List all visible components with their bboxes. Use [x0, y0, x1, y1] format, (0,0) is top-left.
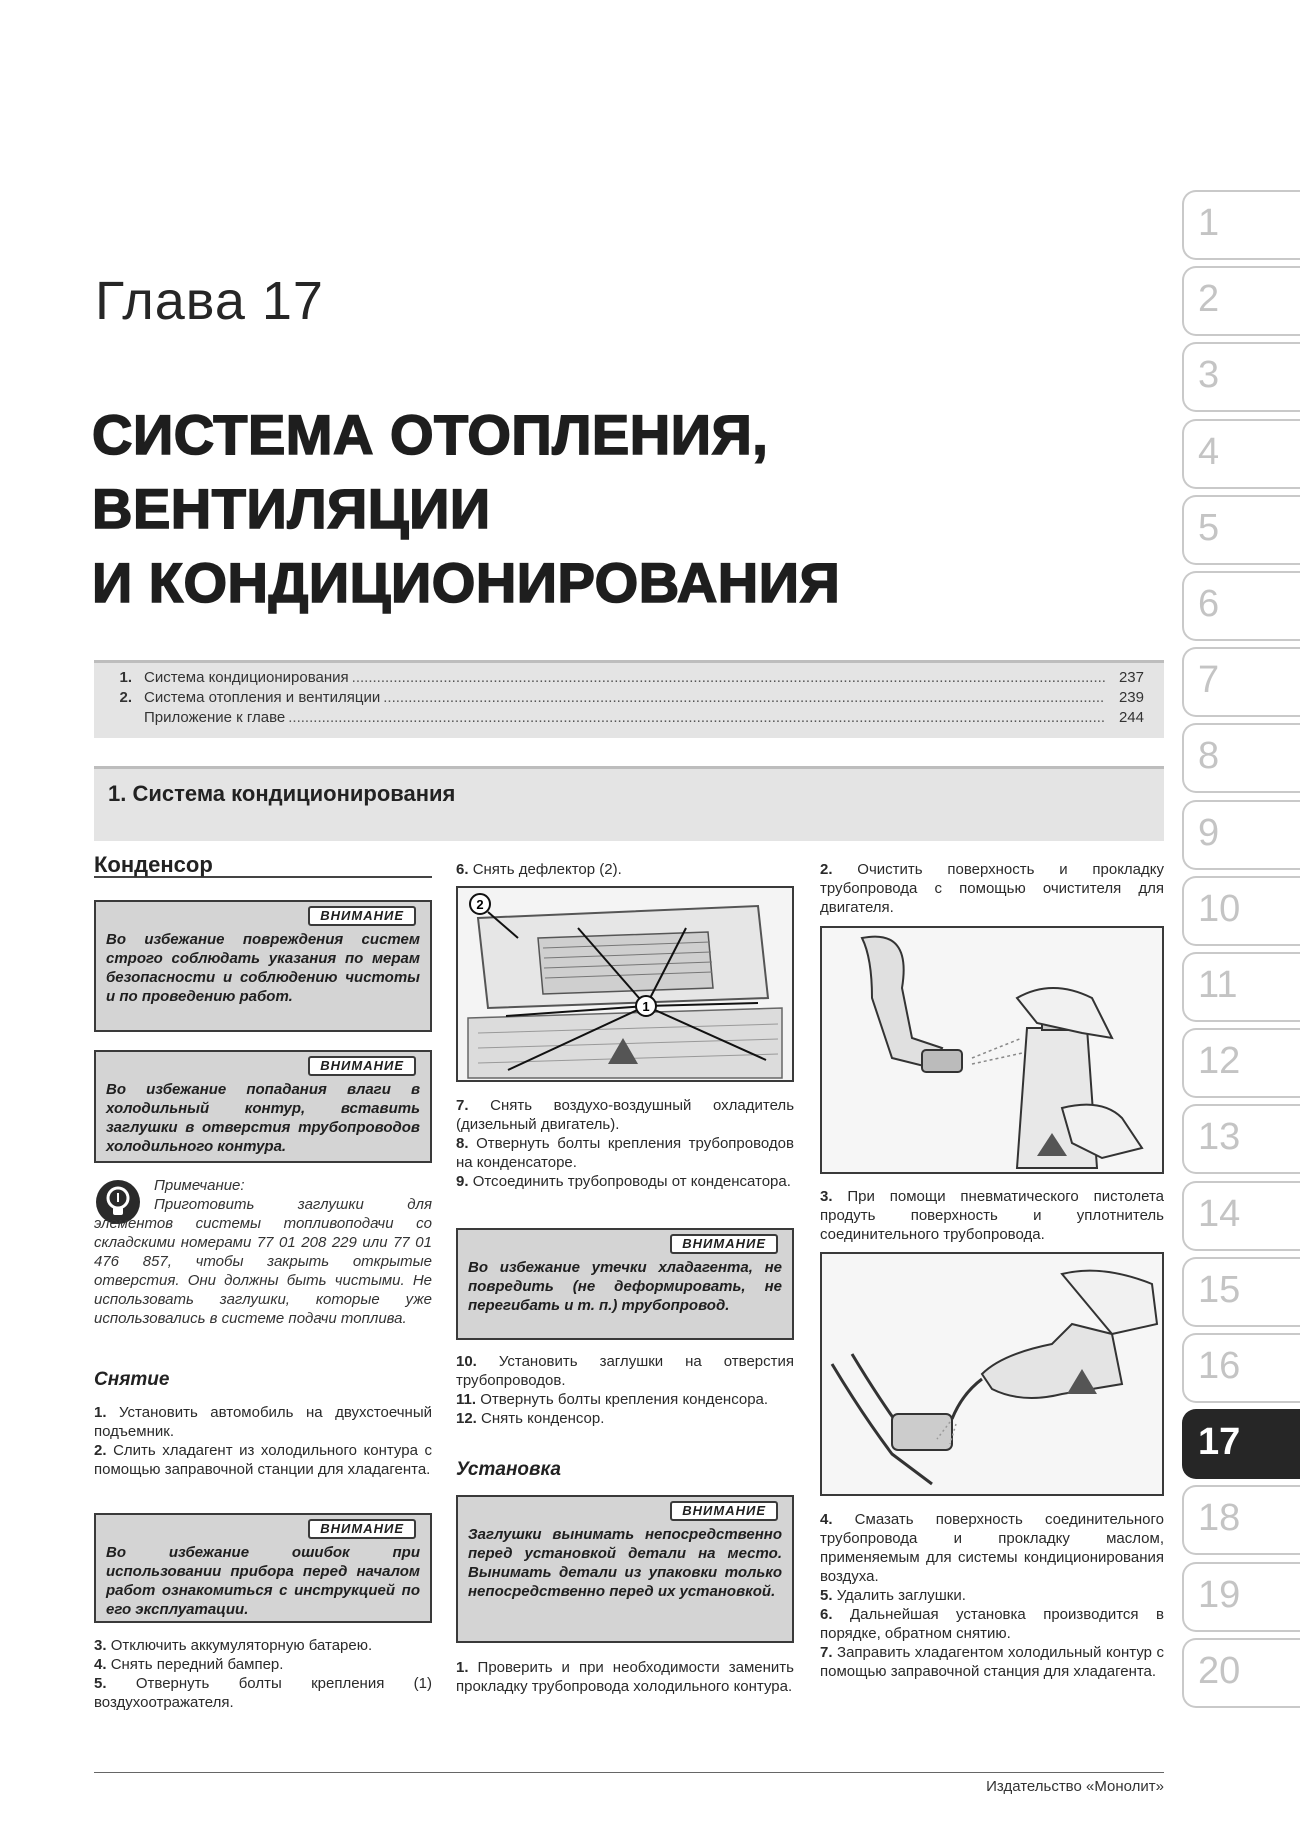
step-item [820, 1510, 1164, 1586]
step-text: Проверить и при необходимости заменить прокладку трубопровода холодильного контура. [456, 1659, 794, 1695]
chapter-tab[interactable] [1182, 495, 1300, 565]
step-list [820, 860, 1164, 917]
chapter-tab-label: 15 [1198, 1268, 1241, 1311]
step-item [820, 1586, 1164, 1605]
chapter-tab-label: 17 [1198, 1421, 1241, 1464]
toc-row[interactable] [94, 669, 1144, 686]
step-number: 4. [94, 1656, 107, 1673]
step-list [94, 1636, 432, 1712]
step-item [820, 860, 1164, 917]
footer-publisher: Издательство «Монолит» [986, 1778, 1164, 1795]
step-item [456, 1096, 794, 1134]
footer-divider [94, 1772, 1164, 1773]
section-header [94, 766, 1164, 841]
step-text: Очистить поверхность и прокладку трубопровода с помощью очистителя для двигателя. [820, 861, 1164, 916]
toc-page: 244 [1118, 709, 1144, 726]
toc-label: Приложение к главе [144, 709, 286, 726]
chapter-tab-label: 14 [1198, 1192, 1241, 1235]
removal-section [94, 1370, 432, 1479]
warning-box [94, 900, 432, 1032]
step-item [456, 1352, 794, 1390]
table-of-contents [94, 660, 1164, 738]
step-number: 6. [456, 861, 469, 878]
chapter-tab[interactable] [1182, 647, 1300, 717]
step-item [820, 1643, 1164, 1681]
warning-box [456, 1228, 794, 1340]
section-title: 1. Система кондиционирования [108, 781, 456, 806]
chapter-label: Глава 17 [95, 271, 324, 331]
chapter-tab[interactable] [1182, 190, 1300, 260]
step-text: Смазать поверхность соединительного трубопровода и прокладку маслом, применяемым для системы кондиционирования воздуха. [820, 1511, 1164, 1585]
step-text: Снять дефлектор (2). [472, 861, 622, 878]
step-text: Отвернуть болты крепления конденсора. [480, 1391, 769, 1408]
toc-leader [288, 709, 1105, 726]
chapter-title [92, 398, 840, 620]
chapter-tab-label: 11 [1198, 964, 1238, 1006]
step-number: 1. [94, 1404, 107, 1421]
step-number: 1. [456, 1659, 469, 1676]
chapter-tab[interactable] [1182, 876, 1300, 946]
warning-box [456, 1495, 794, 1643]
subsection-heading: Снятие [94, 1369, 170, 1390]
step-list [820, 1187, 1164, 1244]
toc-leader [352, 669, 1105, 686]
step-text: Установить автомобиль на двухстоечный подъемник. [94, 1404, 432, 1440]
note-text: Приготовить заглушки для элементов системы топливоподачи со складскими номерами 77 01 208 229 или 77 01 476 857, чтобы закрыть открытые отверстия. Они должны быть чистыми. Не использовать заглушки, которые уже использовались в системе подачи топлива. [94, 1196, 432, 1327]
figure-deflector [456, 886, 794, 1082]
figure-cleaning [820, 926, 1164, 1174]
warning-label: ВНИМАНИЕ [308, 1056, 416, 1076]
warning-text: Заглушки вынимать непосредственно перед установкой детали на место. Вынимать детали из упаковки только непосредственно перед их установкой. [468, 1526, 782, 1600]
step-text: При помощи пневматического пистолета продуть поверхность и уплотнитель соединительного трубопровода. [820, 1188, 1164, 1243]
chapter-tab[interactable] [1182, 419, 1300, 489]
step-item [94, 1403, 432, 1441]
chapter-tab[interactable] [1182, 1409, 1300, 1479]
toc-label: Система кондиционирования [144, 669, 349, 686]
step-text: Отсоединить трубопроводы от конденсатора. [472, 1173, 791, 1190]
step-number: 2. [820, 861, 833, 878]
step-number: 5. [820, 1587, 833, 1604]
step-number: 7. [456, 1097, 469, 1114]
step-item [94, 1441, 432, 1479]
step-number: 5. [94, 1675, 107, 1692]
toc-page: 239 [1118, 689, 1144, 706]
step-item [820, 1605, 1164, 1643]
chapter-title-line: СИСТЕМА ОТОПЛЕНИЯ, [92, 403, 769, 466]
step-number: 4. [820, 1511, 833, 1528]
chapter-tab[interactable] [1182, 952, 1300, 1022]
callout-2: 2 [476, 897, 484, 912]
warning-label: ВНИМАНИЕ [308, 906, 416, 926]
chapter-tab-label: 2 [1198, 278, 1220, 321]
step-text: Слить хладагент из холодильного контура с помощью заправочной станции для хладагента. [94, 1442, 432, 1478]
step-number: 8. [456, 1135, 469, 1152]
chapter-tab-label: 12 [1198, 1040, 1241, 1083]
chapter-tab[interactable] [1182, 1562, 1300, 1632]
step-item [456, 1658, 794, 1696]
chapter-tab-label: 20 [1198, 1649, 1241, 1692]
step-list [456, 1658, 794, 1696]
chapter-tab-label: 7 [1198, 659, 1220, 702]
warning-text: Во избежание попадания влаги в холодильный контур, вставить заглушки в отверстия трубопроводов холодильного контура. [106, 1081, 420, 1155]
warning-label: ВНИМАНИЕ [308, 1519, 416, 1539]
note-block [94, 1176, 432, 1346]
step-item [456, 1134, 794, 1172]
chapter-tab[interactable] [1182, 1104, 1300, 1174]
warning-box [94, 1050, 432, 1163]
step-text: Удалить заглушки. [836, 1587, 966, 1604]
step-number: 7. [820, 1644, 833, 1661]
step-item [94, 1655, 432, 1674]
chapter-tab[interactable] [1182, 266, 1300, 336]
chapter-tab[interactable] [1182, 571, 1300, 641]
chapter-tab-label: 4 [1198, 430, 1220, 473]
step-text: Установить заглушки на отверстия трубопроводов. [456, 1353, 795, 1389]
step-number: 2. [94, 1442, 107, 1459]
chapter-tab-label: 9 [1198, 811, 1220, 854]
toc-number [94, 709, 132, 726]
step-list [94, 1403, 432, 1479]
warning-text: Во избежание утечки хладагента, не повредить (не деформировать, не перегибать и т. п.) трубопровод. [468, 1259, 782, 1314]
toc-row[interactable] [94, 709, 1144, 726]
chapter-tab-label: 5 [1198, 506, 1220, 549]
chapter-tab[interactable] [1182, 1028, 1300, 1098]
chapter-title-line: И КОНДИЦИОНИРОВАНИЯ [92, 551, 841, 614]
chapter-tab[interactable] [1182, 1638, 1300, 1708]
step-item [94, 1636, 432, 1655]
warning-label: ВНИМАНИЕ [670, 1501, 778, 1521]
step-number: 3. [820, 1188, 833, 1205]
step-text: Отвернуть болты крепления трубопроводов на конденсаторе. [456, 1135, 794, 1171]
chapter-tab-label: 8 [1198, 735, 1220, 778]
step-number: 3. [94, 1637, 107, 1654]
cleaning-illustration [822, 928, 1162, 1172]
callout-1: 1 [642, 999, 650, 1014]
chapter-tab[interactable] [1182, 342, 1300, 412]
chapter-tab[interactable] [1182, 723, 1300, 793]
chapter-tab[interactable] [1182, 1333, 1300, 1403]
subsection-heading: Конденсор [94, 855, 432, 878]
install-section [456, 1460, 794, 1479]
step-number: 12. [456, 1410, 477, 1427]
step-text: Снять воздухо-воздушный охладитель (дизельный двигатель). [456, 1097, 795, 1133]
warning-text: Во избежание ошибок при использовании прибора перед началом работ ознакомиться с инструкцией по его эксплуатации. [106, 1544, 420, 1618]
step-number: 10. [456, 1353, 477, 1370]
toc-number: 2. [119, 689, 132, 706]
toc-number: 1. [119, 669, 132, 686]
step-item [456, 1172, 794, 1191]
step-item [94, 1674, 432, 1712]
chapter-tab-label: 3 [1198, 354, 1220, 397]
chapter-tab[interactable] [1182, 1485, 1300, 1555]
step-text: Снять передний бампер. [110, 1656, 284, 1673]
chapter-tab[interactable] [1182, 800, 1300, 870]
figure-blowing [820, 1252, 1164, 1496]
deflector-illustration [458, 888, 792, 1080]
step-text: Отключить аккумуляторную батарею. [110, 1637, 373, 1654]
toc-leader [383, 689, 1105, 706]
step-item [456, 1409, 794, 1428]
step-number: 6. [820, 1606, 833, 1623]
warning-text: Во избежание повреждения систем строго соблюдать указания по мерам безопасности и соблюдению чистоты и по проведению работ. [106, 931, 420, 1005]
step-number: 9. [456, 1173, 469, 1190]
step-list [456, 1352, 794, 1428]
chapter-tab-label: 16 [1198, 1345, 1241, 1387]
chapter-tab-label: 10 [1198, 887, 1241, 930]
chapter-tab-label: 13 [1198, 1116, 1241, 1159]
step-item [820, 1187, 1164, 1244]
warning-box [94, 1513, 432, 1623]
chapter-tab-label: 6 [1198, 583, 1220, 625]
chapter-tab-label: 19 [1198, 1573, 1241, 1616]
step-text: Отвернуть болты крепления (1) воздухоотражателя. [94, 1675, 432, 1711]
chapter-tab[interactable] [1182, 1257, 1300, 1327]
chapter-tab-label: 18 [1198, 1497, 1241, 1540]
step-text: Заправить хладагентом холодильный контур с помощью заправочной станция для хладагента. [820, 1644, 1165, 1680]
step-list [820, 1510, 1164, 1681]
note-title: Примечание: [154, 1177, 245, 1194]
toc-label: Система отопления и вентиляции [144, 689, 381, 706]
column-1 [94, 852, 432, 878]
toc-page: 237 [1118, 669, 1144, 686]
chapter-title-line: ВЕНТИЛЯЦИИ [92, 477, 491, 540]
step-number: 11. [456, 1391, 477, 1408]
chapter-tab[interactable] [1182, 1181, 1300, 1251]
toc-row[interactable] [94, 689, 1144, 706]
step-list [456, 1096, 794, 1191]
step-text: Дальнейшая установка производится в порядке, обратном снятию. [820, 1606, 1164, 1642]
chapter-tab-label: 1 [1198, 202, 1220, 244]
step-text: Снять конденсор. [481, 1410, 605, 1427]
blowing-illustration [822, 1254, 1162, 1494]
column-2 [456, 860, 794, 879]
subsection-heading: Установка [456, 1459, 561, 1480]
step-item [456, 1390, 794, 1409]
warning-label: ВНИМАНИЕ [670, 1234, 778, 1254]
